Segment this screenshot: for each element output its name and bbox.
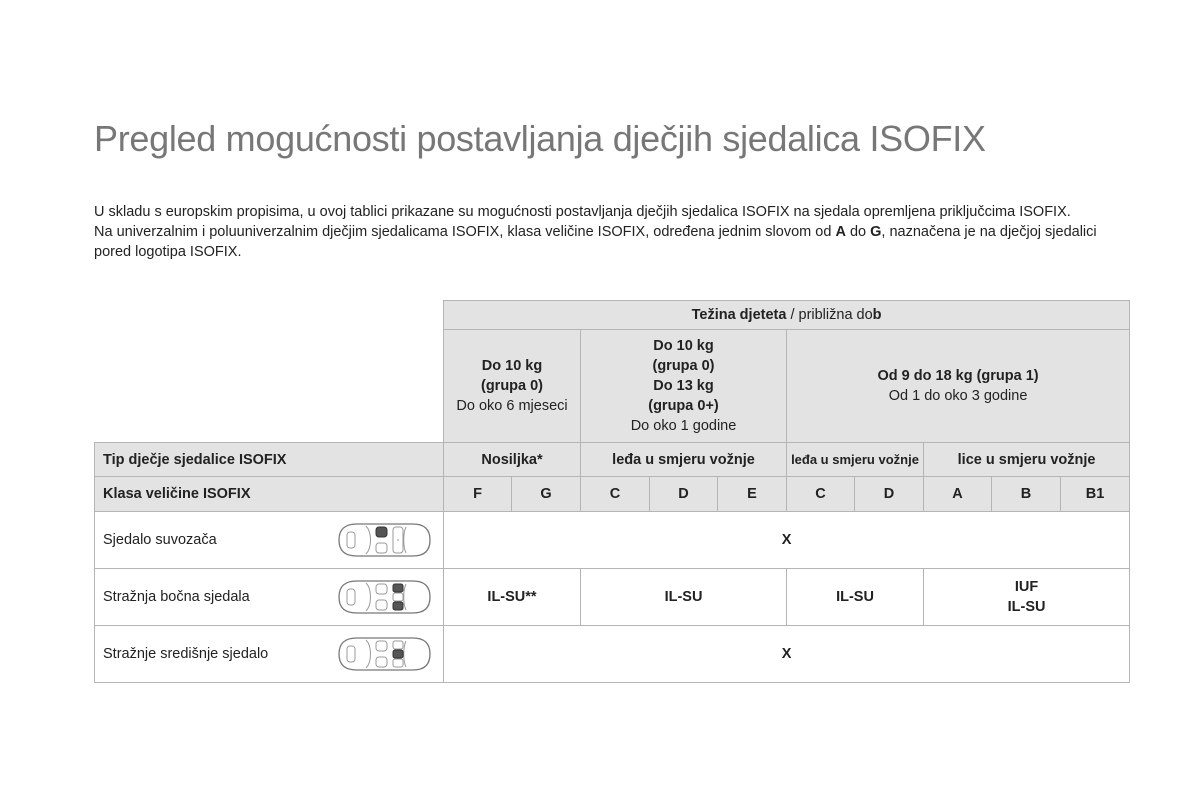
group-0plus-line-1: Do 10 kg xyxy=(653,338,714,354)
type-row xyxy=(95,443,1130,477)
weight-header xyxy=(444,301,1130,330)
seat-row-rear-side xyxy=(95,569,1130,626)
car-rear-side-seats-icon xyxy=(333,576,433,618)
class-cell: C xyxy=(581,477,650,512)
class-cell: F xyxy=(444,477,512,512)
car-rear-center-seat-icon xyxy=(333,633,433,675)
group-0plus-header xyxy=(581,330,787,443)
class-row xyxy=(95,477,1130,512)
group-1-header xyxy=(787,330,1130,443)
weight-header-row xyxy=(95,301,1130,330)
group-0-line-1: Do 10 kg xyxy=(481,358,543,374)
rear-side-forward-line-2: IL-SU xyxy=(1007,599,1046,615)
type-cell-carrycot: Nosiljka* xyxy=(444,443,581,477)
intro-p2-letter-g: G xyxy=(870,224,882,240)
seat-row-label: Stražnja bočna sjedala xyxy=(103,589,250,605)
rear-side-value-group1-forward xyxy=(924,569,1130,626)
group-0plus-line-4: (grupa 0+) xyxy=(648,398,719,414)
seat-row-label: Sjedalo suvozača xyxy=(103,532,217,548)
intro-p2-letter-a: A xyxy=(835,224,846,240)
class-cell: A xyxy=(924,477,992,512)
class-cell: G xyxy=(512,477,581,512)
class-cell: D xyxy=(855,477,924,512)
class-row-label: Klasa veličine ISOFIX xyxy=(95,477,444,512)
group-1-line-1: Od 9 do 18 kg (grupa 1) xyxy=(877,368,1039,384)
class-cell: B xyxy=(992,477,1061,512)
group-1-line-2: Od 1 do oko 3 godine xyxy=(888,388,1028,404)
rear-side-forward-line-1: IUF xyxy=(1014,579,1039,595)
front-passenger-value: X xyxy=(444,512,1130,569)
class-cell: D xyxy=(650,477,718,512)
group-0-header xyxy=(444,330,581,443)
seat-row-label-cell xyxy=(95,512,444,569)
group-0plus-line-2: (grupa 0) xyxy=(652,358,715,374)
weight-header-bold-end: b xyxy=(872,307,882,323)
weight-header-bold: Težina djeteta xyxy=(691,307,787,323)
class-cell: B1 xyxy=(1061,477,1130,512)
type-cell-rear-facing-1: leđa u smjeru vožnje xyxy=(581,443,787,477)
group-0-line-3: Do oko 6 mjeseci xyxy=(456,398,568,414)
rear-center-value: X xyxy=(444,626,1130,683)
car-front-passenger-seat-icon xyxy=(333,519,433,561)
class-cell: E xyxy=(718,477,787,512)
intro-p2-text-a: Na univerzalnim i poluuniverzalnim dječjim sjedalicama ISOFIX, klasa veličine ISOFIX, određena jednim slovom od xyxy=(94,224,836,240)
isofix-table xyxy=(94,300,1130,683)
seat-row-label-cell xyxy=(95,626,444,683)
intro-paragraph-2 xyxy=(94,222,1124,262)
seat-row-label: Stražnje središnje sjedalo xyxy=(103,646,269,662)
weight-header-normal: / približna do xyxy=(786,307,873,323)
table-corner-blank xyxy=(95,301,444,443)
rear-side-value-group0: IL-SU** xyxy=(444,569,581,626)
seat-row-rear-center xyxy=(95,626,1130,683)
rear-side-value-group0plus: IL-SU xyxy=(581,569,787,626)
intro-text xyxy=(94,202,1124,262)
class-cell: C xyxy=(787,477,855,512)
group-0plus-line-3: Do 13 kg xyxy=(653,378,714,394)
group-0plus-line-5: Do oko 1 godine xyxy=(630,418,737,434)
type-cell-rear-facing-2: leđa u smjeru vožnje xyxy=(787,443,924,477)
intro-p2-text-c: do xyxy=(845,224,871,240)
seat-row-front-passenger xyxy=(95,512,1130,569)
intro-p2-text-e: , naznačena je na dječjoj sjedalici pored logotipa ISOFIX. xyxy=(94,224,1097,260)
type-row-label: Tip dječje sjedalice ISOFIX xyxy=(95,443,444,477)
intro-paragraph-1: U skladu s europskim propisima, u ovoj tablici prikazane su mogućnosti postavljanja dječjih sjedalica ISOFIX na sjedala opremljena priključcima ISOFIX. xyxy=(94,204,1071,220)
type-cell-forward-facing: lice u smjeru vožnje xyxy=(924,443,1130,477)
seat-row-label-cell xyxy=(95,569,444,626)
group-0-line-2: (grupa 0) xyxy=(480,378,544,394)
rear-side-value-group1-rear: IL-SU xyxy=(787,569,924,626)
page-title: Pregled mogućnosti postavljanja dječjih sjedalica ISOFIX xyxy=(94,118,986,159)
